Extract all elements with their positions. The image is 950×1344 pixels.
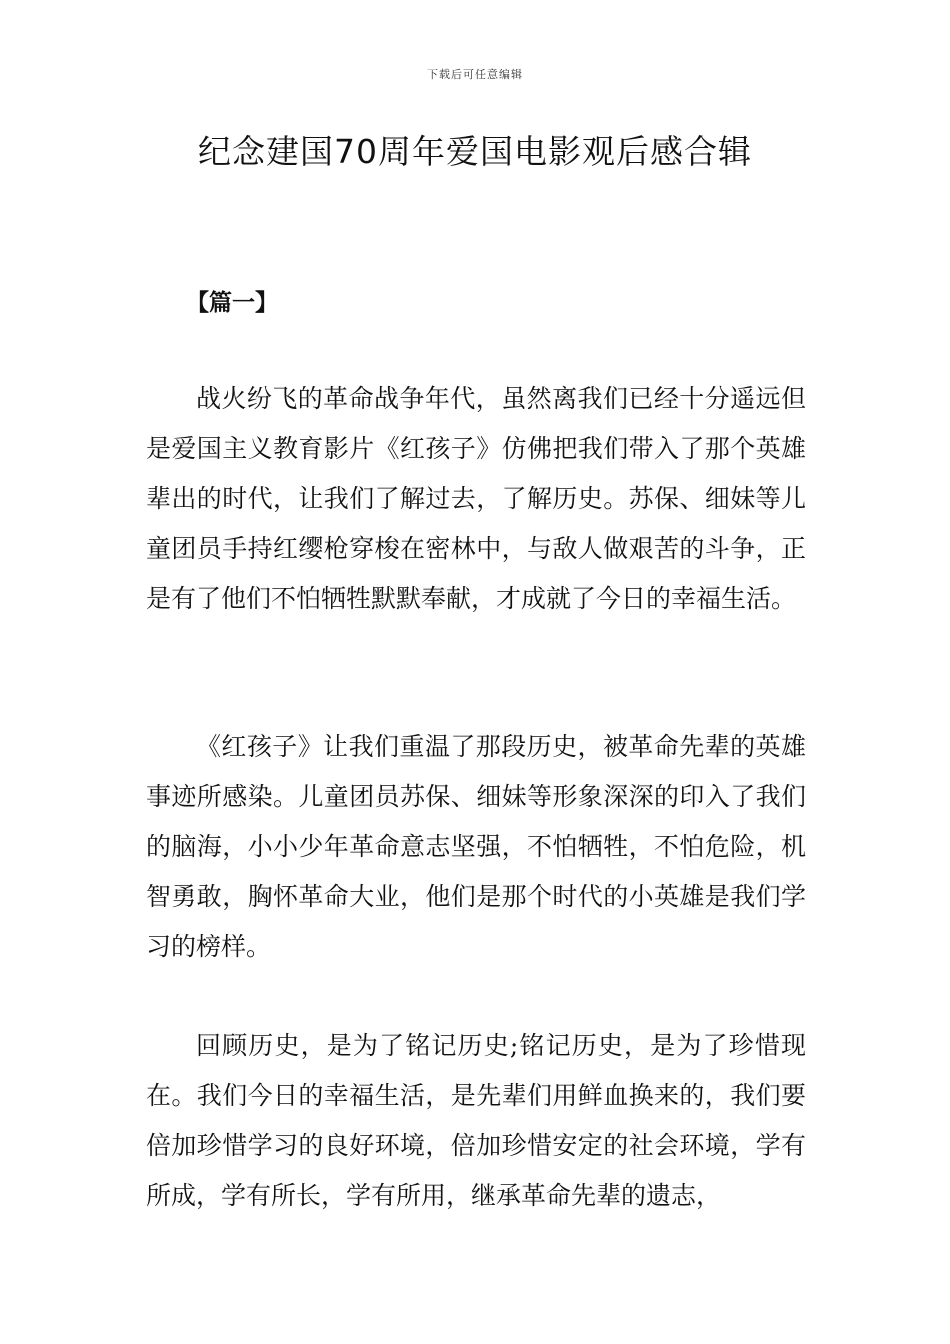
paragraph-text: 《红孩子》让我们重温了那段历史，被革命先辈的英雄事迹所感染。儿童团员苏保、细妹等形象深深的印入了我们的脑海，小小少年革命意志坚强，不怕牺牲，不怕危险，机智勇敢，胸怀革命大业，他们是那个时代的小英雄是我们学习的榜样。 xyxy=(146,732,806,961)
download-note: 下载后可任意编辑 xyxy=(427,68,523,81)
paragraph-2 xyxy=(146,722,806,972)
section-heading: 【篇一】 xyxy=(186,289,278,316)
document-title: 纪念建国70周年爱国电影观后感合辑 xyxy=(198,132,752,171)
paragraph-1 xyxy=(146,374,806,624)
paragraph-text: 回顾历史，是为了铭记历史;铭记历史，是为了珍惜现在。我们今日的幸福生活，是先辈们用鲜血换来的，我们要倍加珍惜学习的良好环境，倍加珍惜安定的社会环境，学有所成，学有所长，学有所用，继承革命先辈的遗志， xyxy=(146,1031,806,1210)
paragraph-text: 战火纷飞的革命战争年代，虽然离我们已经十分遥远但是爱国主义教育影片《红孩子》仿佛把我们带入了那个英雄辈出的时代，让我们了解过去，了解历史。苏保、细妹等儿童团员手持红缨枪穿梭在密林中，与敌人做艰苦的斗争，正是有了他们不怕牺牲默默奉献，才成就了今日的幸福生活。 xyxy=(146,384,806,613)
paragraph-3 xyxy=(146,1021,806,1221)
